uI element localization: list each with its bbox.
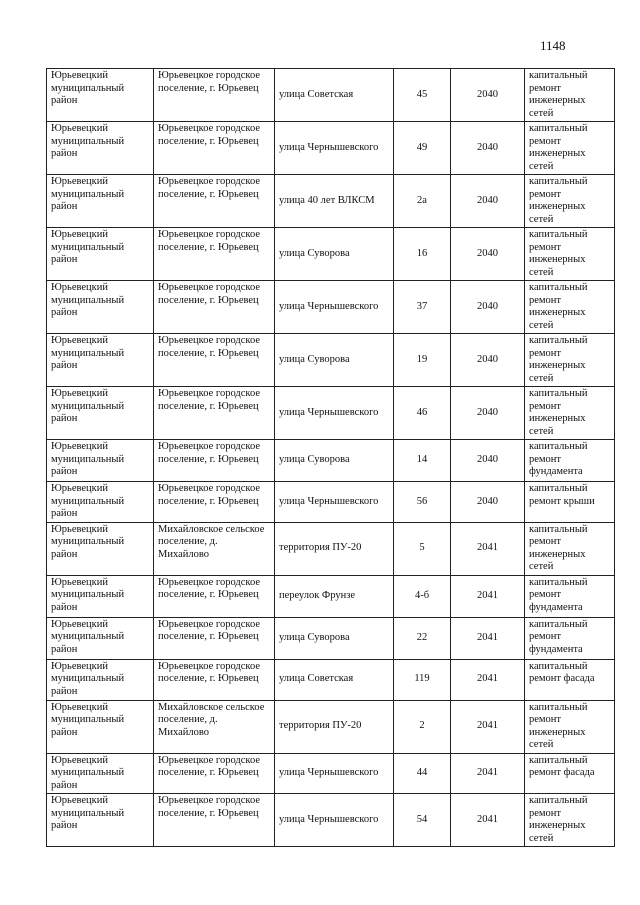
settlement-cell: Юрьевецкое городское поселение, г. Юрьевец bbox=[154, 281, 275, 334]
house-number-cell: 44 bbox=[394, 753, 451, 794]
work-type-cell: капитальный ремонт фундамента bbox=[525, 617, 615, 659]
table-row bbox=[47, 794, 615, 847]
work-type-cell: капитальный ремонт инженерных сетей bbox=[525, 387, 615, 440]
district-cell: Юрьевецкий муниципальный район bbox=[47, 753, 154, 794]
settlement-cell: Юрьевецкое городское поселение, г. Юрьевец bbox=[154, 334, 275, 387]
street-cell: улица 40 лет ВЛКСМ bbox=[275, 175, 394, 228]
district-cell: Юрьевецкий муниципальный район bbox=[47, 794, 154, 847]
house-number-cell: 4-б bbox=[394, 575, 451, 617]
street-cell: улица Суворова bbox=[275, 617, 394, 659]
district-cell: Юрьевецкий муниципальный район bbox=[47, 334, 154, 387]
year-cell: 2040 bbox=[451, 228, 525, 281]
house-number-cell: 19 bbox=[394, 334, 451, 387]
house-number-cell: 45 bbox=[394, 69, 451, 122]
district-cell: Юрьевецкий муниципальный район bbox=[47, 228, 154, 281]
table-row bbox=[47, 753, 615, 794]
street-cell: улица Советская bbox=[275, 69, 394, 122]
work-type-cell: капитальный ремонт инженерных сетей bbox=[525, 794, 615, 847]
settlement-cell: Юрьевецкое городское поселение, г. Юрьевец bbox=[154, 794, 275, 847]
settlement-cell: Юрьевецкое городское поселение, г. Юрьевец bbox=[154, 659, 275, 700]
table-row bbox=[47, 122, 615, 175]
year-cell: 2041 bbox=[451, 700, 525, 753]
house-number-cell: 16 bbox=[394, 228, 451, 281]
settlement-cell: Юрьевецкое городское поселение, г. Юрьевец bbox=[154, 228, 275, 281]
work-type-cell: капитальный ремонт фундамента bbox=[525, 575, 615, 617]
work-type-cell: капитальный ремонт инженерных сетей bbox=[525, 700, 615, 753]
year-cell: 2040 bbox=[451, 122, 525, 175]
house-number-cell: 119 bbox=[394, 659, 451, 700]
street-cell: улица Советская bbox=[275, 659, 394, 700]
street-cell: улица Суворова bbox=[275, 334, 394, 387]
work-type-cell: капитальный ремонт инженерных сетей bbox=[525, 281, 615, 334]
house-number-cell: 14 bbox=[394, 440, 451, 482]
house-number-cell: 54 bbox=[394, 794, 451, 847]
table-row bbox=[47, 175, 615, 228]
work-type-cell: капитальный ремонт фасада bbox=[525, 753, 615, 794]
table-row bbox=[47, 617, 615, 659]
table-row bbox=[47, 700, 615, 753]
district-cell: Юрьевецкий муниципальный район bbox=[47, 700, 154, 753]
year-cell: 2041 bbox=[451, 522, 525, 575]
year-cell: 2041 bbox=[451, 794, 525, 847]
settlement-cell: Юрьевецкое городское поселение, г. Юрьевец bbox=[154, 482, 275, 523]
district-cell: Юрьевецкий муниципальный район bbox=[47, 617, 154, 659]
settlement-cell: Юрьевецкое городское поселение, г. Юрьевец bbox=[154, 69, 275, 122]
settlement-cell: Юрьевецкое городское поселение, г. Юрьевец bbox=[154, 122, 275, 175]
year-cell: 2040 bbox=[451, 334, 525, 387]
house-number-cell: 46 bbox=[394, 387, 451, 440]
house-number-cell: 5 bbox=[394, 522, 451, 575]
street-cell: улица Суворова bbox=[275, 440, 394, 482]
year-cell: 2040 bbox=[451, 482, 525, 523]
year-cell: 2040 bbox=[451, 69, 525, 122]
district-cell: Юрьевецкий муниципальный район bbox=[47, 659, 154, 700]
settlement-cell: Юрьевецкое городское поселение, г. Юрьевец bbox=[154, 440, 275, 482]
work-type-cell: капитальный ремонт крыши bbox=[525, 482, 615, 523]
work-type-cell: капитальный ремонт инженерных сетей bbox=[525, 228, 615, 281]
work-type-cell: капитальный ремонт фасада bbox=[525, 659, 615, 700]
house-number-cell: 49 bbox=[394, 122, 451, 175]
table-row bbox=[47, 387, 615, 440]
street-cell: улица Чернышевского bbox=[275, 281, 394, 334]
year-cell: 2041 bbox=[451, 575, 525, 617]
work-type-cell: капитальный ремонт инженерных сетей bbox=[525, 522, 615, 575]
street-cell: территория ПУ-20 bbox=[275, 522, 394, 575]
work-type-cell: капитальный ремонт инженерных сетей bbox=[525, 175, 615, 228]
street-cell: переулок Фрунзе bbox=[275, 575, 394, 617]
street-cell: улица Чернышевского bbox=[275, 122, 394, 175]
house-number-cell: 2а bbox=[394, 175, 451, 228]
year-cell: 2041 bbox=[451, 753, 525, 794]
district-cell: Юрьевецкий муниципальный район bbox=[47, 575, 154, 617]
settlement-cell: Юрьевецкое городское поселение, г. Юрьевец bbox=[154, 387, 275, 440]
work-type-cell: капитальный ремонт инженерных сетей bbox=[525, 334, 615, 387]
table-row bbox=[47, 440, 615, 482]
year-cell: 2040 bbox=[451, 387, 525, 440]
street-cell: территория ПУ-20 bbox=[275, 700, 394, 753]
district-cell: Юрьевецкий муниципальный район bbox=[47, 387, 154, 440]
year-cell: 2040 bbox=[451, 175, 525, 228]
district-cell: Юрьевецкий муниципальный район bbox=[47, 482, 154, 523]
street-cell: улица Чернышевского bbox=[275, 482, 394, 523]
settlement-cell: Михайловское сельское поселение, д. Михайлово bbox=[154, 522, 275, 575]
housing-repair-table bbox=[46, 68, 615, 847]
settlement-cell: Михайловское сельское поселение, д. Михайлово bbox=[154, 700, 275, 753]
district-cell: Юрьевецкий муниципальный район bbox=[47, 175, 154, 228]
work-type-cell: капитальный ремонт инженерных сетей bbox=[525, 69, 615, 122]
district-cell: Юрьевецкий муниципальный район bbox=[47, 281, 154, 334]
table-row bbox=[47, 659, 615, 700]
settlement-cell: Юрьевецкое городское поселение, г. Юрьевец bbox=[154, 617, 275, 659]
table-row bbox=[47, 334, 615, 387]
table-row bbox=[47, 281, 615, 334]
table-row bbox=[47, 482, 615, 523]
table-row bbox=[47, 228, 615, 281]
table-row bbox=[47, 575, 615, 617]
district-cell: Юрьевецкий муниципальный район bbox=[47, 440, 154, 482]
street-cell: улица Чернышевского bbox=[275, 387, 394, 440]
house-number-cell: 22 bbox=[394, 617, 451, 659]
house-number-cell: 37 bbox=[394, 281, 451, 334]
year-cell: 2041 bbox=[451, 617, 525, 659]
settlement-cell: Юрьевецкое городское поселение, г. Юрьевец bbox=[154, 753, 275, 794]
year-cell: 2040 bbox=[451, 440, 525, 482]
district-cell: Юрьевецкий муниципальный район bbox=[47, 69, 154, 122]
street-cell: улица Суворова bbox=[275, 228, 394, 281]
house-number-cell: 56 bbox=[394, 482, 451, 523]
street-cell: улица Чернышевского bbox=[275, 753, 394, 794]
street-cell: улица Чернышевского bbox=[275, 794, 394, 847]
year-cell: 2041 bbox=[451, 659, 525, 700]
table-body bbox=[47, 69, 615, 847]
settlement-cell: Юрьевецкое городское поселение, г. Юрьевец bbox=[154, 575, 275, 617]
table-row bbox=[47, 69, 615, 122]
settlement-cell: Юрьевецкое городское поселение, г. Юрьевец bbox=[154, 175, 275, 228]
house-number-cell: 2 bbox=[394, 700, 451, 753]
table-row bbox=[47, 522, 615, 575]
year-cell: 2040 bbox=[451, 281, 525, 334]
district-cell: Юрьевецкий муниципальный район bbox=[47, 522, 154, 575]
work-type-cell: капитальный ремонт фундамента bbox=[525, 440, 615, 482]
work-type-cell: капитальный ремонт инженерных сетей bbox=[525, 122, 615, 175]
district-cell: Юрьевецкий муниципальный район bbox=[47, 122, 154, 175]
page-number: 1148 bbox=[540, 38, 566, 53]
